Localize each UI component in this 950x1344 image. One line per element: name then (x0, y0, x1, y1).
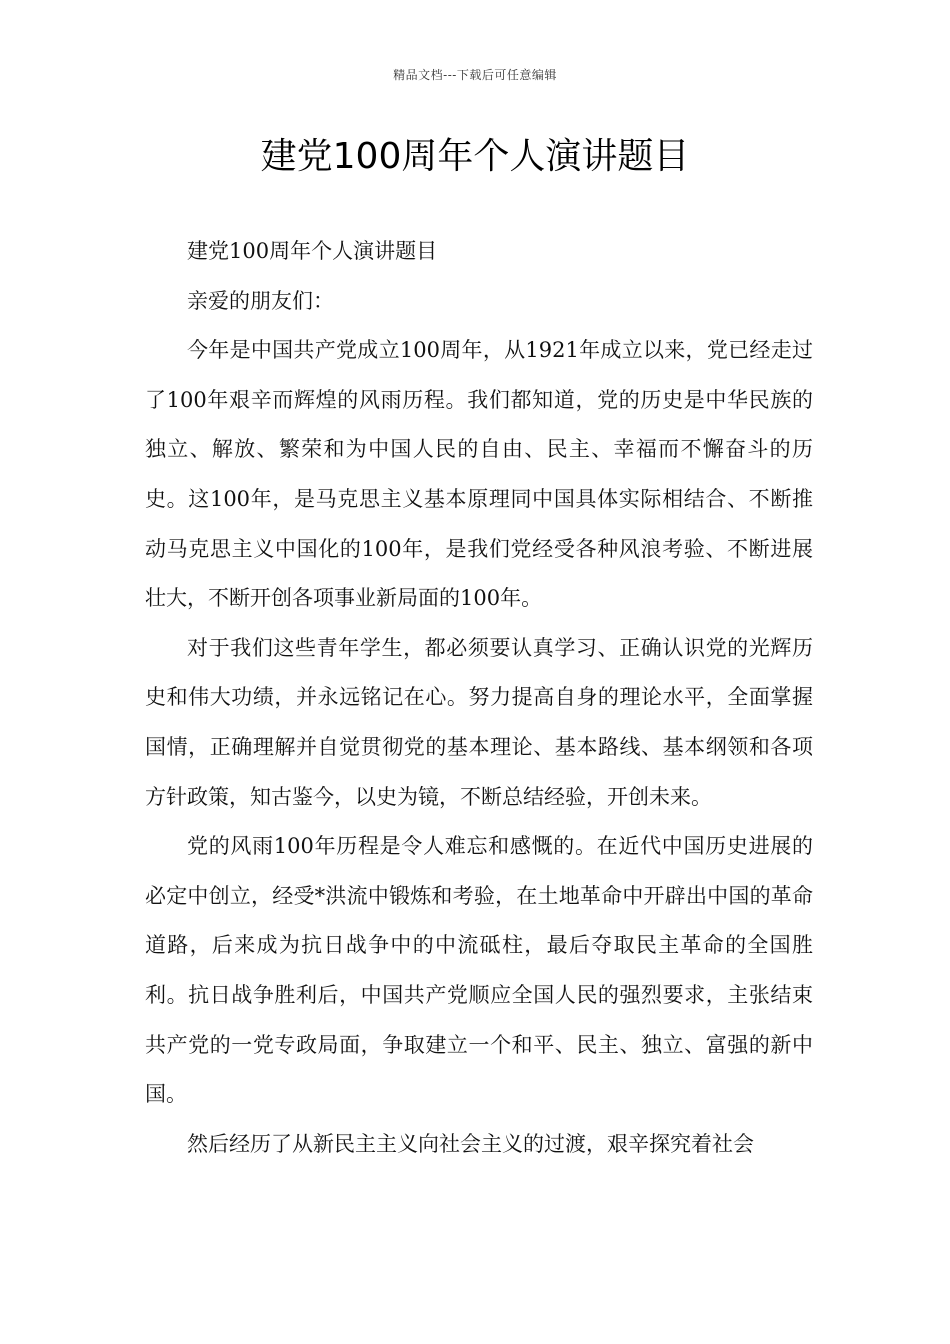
document-title: 建党100周年个人演讲题目 (260, 136, 690, 177)
paragraph: 然后经历了从新民主主义向社会主义的过渡，艰辛探究着社会 (187, 1131, 754, 1156)
paragraph: 对于我们这些青年学生，都必须要认真学习、正确认识党的光辉历史和伟大功绩，并永远铭记在心。努力提高自身的理论水平，全面掌握国情，正确理解并自觉贯彻党的基本理论、基本路线、基本纲领和各项方针政策，知古鉴今，以史为镜，不断总结经验，开创未来。 (145, 635, 813, 809)
paragraph: 党的风雨100年历程是令人难忘和感慨的。在近代中国历史进展的必定中创立，经受*洪流中锻炼和考验，在土地革命中开辟出中国的革命道路，后来成为抗日战争中的中流砥柱，最后夺取民主革命的全国胜利。抗日战争胜利后，中国共产党顺应全国人民的强烈要求，主张结束共产党的一党专政局面，争取建立一个和平、民主、独立、富强的新中国。 (145, 834, 813, 1107)
paragraph: 今年是中国共产党成立100周年，从1921年成立以来，党已经走过了100年艰辛而辉煌的风雨历程。我们都知道，党的历史是中华民族的独立、解放、繁荣和为中国人民的自由、民主、幸福而不懈奋斗的历史。这100年，是马克思主义基本原理同中国具体实际相结合、不断推动马克思主义中国化的100年，是我们党经受各种风浪考验、不断进展壮大，不断开创各项事业新局面的100年。 (145, 338, 813, 611)
paragraph-subtitle: 建党100周年个人演讲题目 (187, 239, 438, 263)
header-note: 精品文档---下载后可任意编辑 (393, 68, 557, 82)
paragraph-greeting: 亲爱的朋友们： (187, 288, 334, 313)
document-body (145, 227, 813, 1169)
